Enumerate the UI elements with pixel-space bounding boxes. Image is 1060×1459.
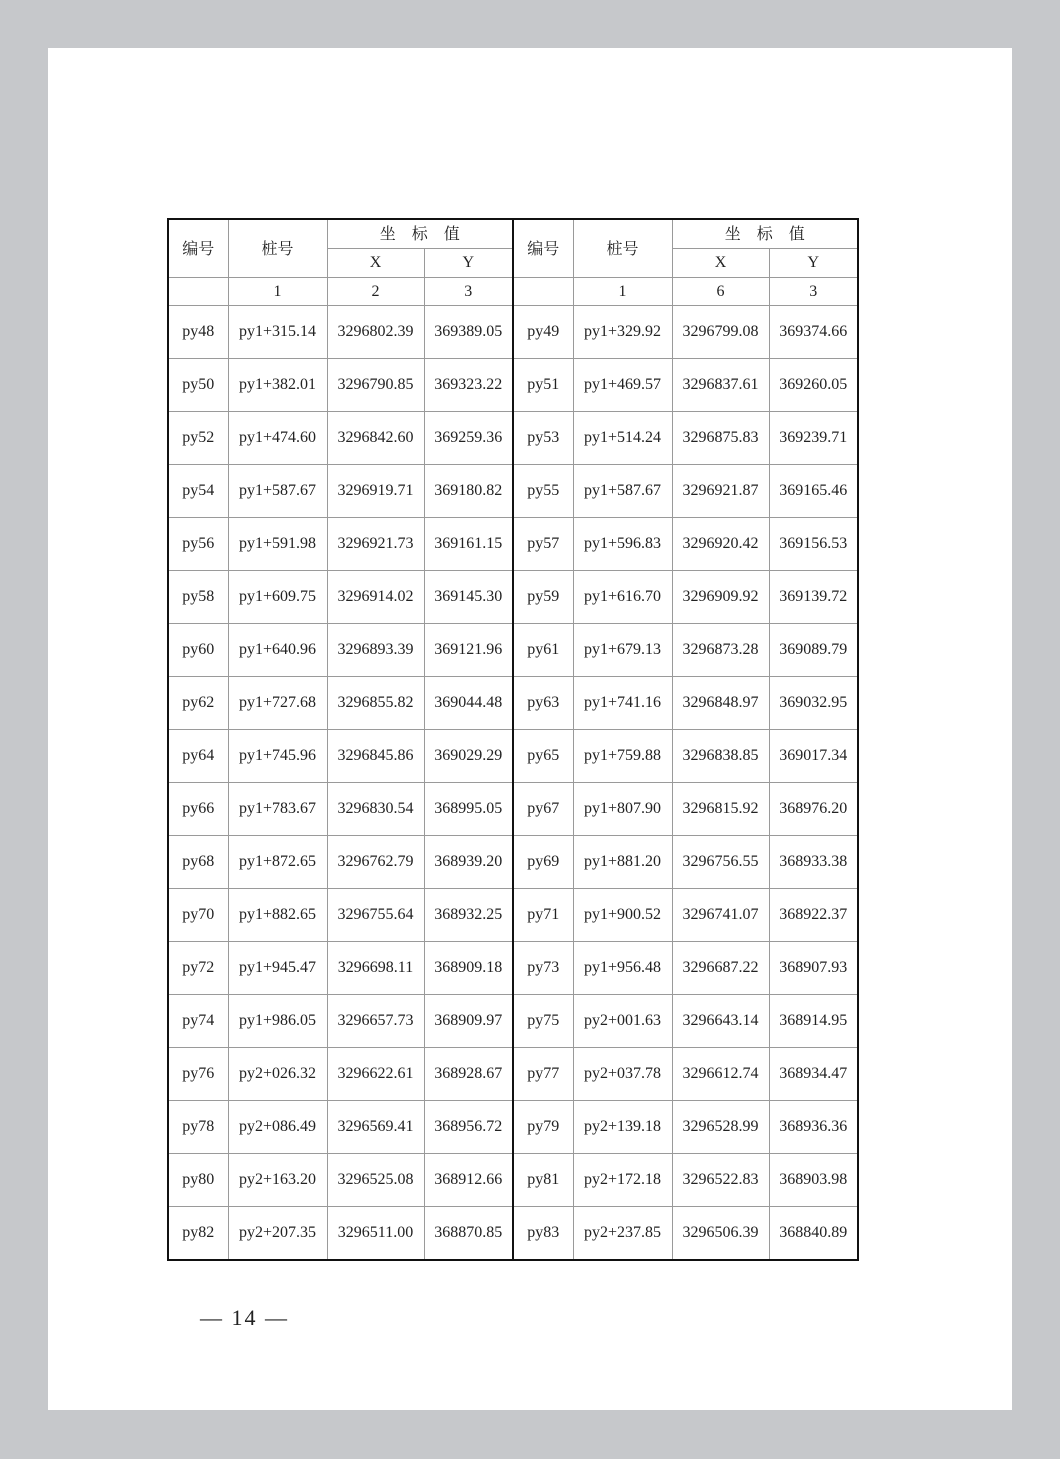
header-station-left: 桩号 [228, 219, 327, 278]
coord-x-right: 3296756.55 [672, 836, 769, 889]
coord-y-left: 368932.25 [424, 889, 513, 942]
coord-x-left: 3296569.41 [327, 1101, 424, 1154]
point-id-left: py48 [168, 306, 228, 359]
coord-x-left: 3296622.61 [327, 1048, 424, 1101]
index-y-left: 3 [424, 278, 513, 306]
point-id-left: py50 [168, 359, 228, 412]
coord-y-right: 369260.05 [769, 359, 858, 412]
header-y-left: Y [424, 249, 513, 278]
station-right: py1+881.20 [573, 836, 672, 889]
point-id-right: py69 [513, 836, 573, 889]
station-right: py1+807.90 [573, 783, 672, 836]
coord-y-right: 368903.98 [769, 1154, 858, 1207]
station-right: py2+037.78 [573, 1048, 672, 1101]
table-row [168, 889, 858, 942]
point-id-right: py73 [513, 942, 573, 995]
station-right: py1+956.48 [573, 942, 672, 995]
table-row [168, 836, 858, 889]
point-id-right: py67 [513, 783, 573, 836]
table-row [168, 465, 858, 518]
header-y-right: Y [769, 249, 858, 278]
table-row [168, 942, 858, 995]
table-row [168, 518, 858, 571]
coord-x-left: 3296842.60 [327, 412, 424, 465]
station-left: py1+591.98 [228, 518, 327, 571]
coord-y-right: 369239.71 [769, 412, 858, 465]
coord-y-left: 369044.48 [424, 677, 513, 730]
table-row [168, 1101, 858, 1154]
coord-y-left: 369259.36 [424, 412, 513, 465]
coord-y-left: 368909.97 [424, 995, 513, 1048]
coord-x-right: 3296612.74 [672, 1048, 769, 1101]
coord-x-right: 3296528.99 [672, 1101, 769, 1154]
station-right: py1+329.92 [573, 306, 672, 359]
index-x-left: 2 [327, 278, 424, 306]
table-row [168, 571, 858, 624]
coordinate-table [167, 218, 859, 1261]
coord-y-right: 369017.34 [769, 730, 858, 783]
station-right: py2+139.18 [573, 1101, 672, 1154]
point-id-left: py82 [168, 1207, 228, 1261]
point-id-left: py72 [168, 942, 228, 995]
table-row [168, 1207, 858, 1261]
point-id-right: py75 [513, 995, 573, 1048]
coord-x-left: 3296790.85 [327, 359, 424, 412]
station-right: py1+900.52 [573, 889, 672, 942]
station-left: py1+474.60 [228, 412, 327, 465]
coord-y-right: 368914.95 [769, 995, 858, 1048]
coord-x-left: 3296855.82 [327, 677, 424, 730]
point-id-left: py52 [168, 412, 228, 465]
header-id-left: 编号 [168, 219, 228, 278]
coord-y-left: 368956.72 [424, 1101, 513, 1154]
coord-y-right: 369156.53 [769, 518, 858, 571]
coord-x-left: 3296893.39 [327, 624, 424, 677]
point-id-right: py83 [513, 1207, 573, 1261]
point-id-left: py76 [168, 1048, 228, 1101]
table-row [168, 624, 858, 677]
station-right: py1+616.70 [573, 571, 672, 624]
coord-x-left: 3296762.79 [327, 836, 424, 889]
station-right: py1+741.16 [573, 677, 672, 730]
coord-y-left: 368995.05 [424, 783, 513, 836]
coord-y-left: 368939.20 [424, 836, 513, 889]
station-left: py1+882.65 [228, 889, 327, 942]
coord-x-right: 3296838.85 [672, 730, 769, 783]
point-id-right: py53 [513, 412, 573, 465]
coord-x-right: 3296920.42 [672, 518, 769, 571]
station-left: py1+783.67 [228, 783, 327, 836]
coord-x-right: 3296873.28 [672, 624, 769, 677]
coord-y-left: 369145.30 [424, 571, 513, 624]
point-id-right: py71 [513, 889, 573, 942]
coord-y-right: 369165.46 [769, 465, 858, 518]
coord-x-left: 3296914.02 [327, 571, 424, 624]
station-right: py2+001.63 [573, 995, 672, 1048]
point-id-right: py81 [513, 1154, 573, 1207]
coord-x-left: 3296657.73 [327, 995, 424, 1048]
coord-y-left: 369029.29 [424, 730, 513, 783]
station-left: py2+086.49 [228, 1101, 327, 1154]
coord-y-right: 368933.38 [769, 836, 858, 889]
point-id-left: py78 [168, 1101, 228, 1154]
station-right: py1+679.13 [573, 624, 672, 677]
point-id-left: py68 [168, 836, 228, 889]
point-id-left: py62 [168, 677, 228, 730]
point-id-right: py65 [513, 730, 573, 783]
station-right: py1+514.24 [573, 412, 672, 465]
point-id-left: py74 [168, 995, 228, 1048]
point-id-left: py60 [168, 624, 228, 677]
table-header-row [168, 219, 858, 249]
index-station-right: 1 [573, 278, 672, 306]
table-row [168, 359, 858, 412]
header-coord-right: 坐 标 值 [672, 219, 858, 249]
coord-x-left: 3296802.39 [327, 306, 424, 359]
point-id-right: py55 [513, 465, 573, 518]
table-row [168, 783, 858, 836]
station-left: py2+026.32 [228, 1048, 327, 1101]
point-id-left: py54 [168, 465, 228, 518]
coord-y-left: 368909.18 [424, 942, 513, 995]
page-number: — 14 — [200, 1305, 289, 1330]
coord-x-left: 3296921.73 [327, 518, 424, 571]
coord-y-right: 368840.89 [769, 1207, 858, 1261]
header-station-right: 桩号 [573, 219, 672, 278]
point-id-right: py57 [513, 518, 573, 571]
coord-y-right: 368922.37 [769, 889, 858, 942]
coord-x-left: 3296830.54 [327, 783, 424, 836]
point-id-right: py49 [513, 306, 573, 359]
station-left: py1+382.01 [228, 359, 327, 412]
station-left: py1+872.65 [228, 836, 327, 889]
table-row [168, 306, 858, 359]
index-x-right: 6 [672, 278, 769, 306]
station-right: py1+587.67 [573, 465, 672, 518]
point-id-right: py51 [513, 359, 573, 412]
coord-y-right: 369139.72 [769, 571, 858, 624]
point-id-right: py63 [513, 677, 573, 730]
coord-y-right: 369032.95 [769, 677, 858, 730]
coord-y-left: 369121.96 [424, 624, 513, 677]
coord-y-right: 369374.66 [769, 306, 858, 359]
coord-x-right: 3296909.92 [672, 571, 769, 624]
point-id-right: py77 [513, 1048, 573, 1101]
table-row [168, 677, 858, 730]
coord-y-left: 368912.66 [424, 1154, 513, 1207]
point-id-left: py80 [168, 1154, 228, 1207]
point-id-left: py70 [168, 889, 228, 942]
station-left: py1+315.14 [228, 306, 327, 359]
coord-x-right: 3296921.87 [672, 465, 769, 518]
station-right: py2+237.85 [573, 1207, 672, 1261]
coord-x-right: 3296815.92 [672, 783, 769, 836]
coord-y-left: 368870.85 [424, 1207, 513, 1261]
coord-x-left: 3296919.71 [327, 465, 424, 518]
station-left: py1+587.67 [228, 465, 327, 518]
station-right: py1+596.83 [573, 518, 672, 571]
coord-y-right: 368936.36 [769, 1101, 858, 1154]
coord-y-right: 368934.47 [769, 1048, 858, 1101]
coord-x-right: 3296875.83 [672, 412, 769, 465]
point-id-left: py56 [168, 518, 228, 571]
station-right: py1+469.57 [573, 359, 672, 412]
point-id-left: py66 [168, 783, 228, 836]
table-row [168, 1154, 858, 1207]
coord-x-left: 3296525.08 [327, 1154, 424, 1207]
station-left: py1+609.75 [228, 571, 327, 624]
coord-x-right: 3296741.07 [672, 889, 769, 942]
coord-y-left: 369323.22 [424, 359, 513, 412]
coord-x-left: 3296845.86 [327, 730, 424, 783]
coord-y-left: 369180.82 [424, 465, 513, 518]
header-id-right: 编号 [513, 219, 573, 278]
coord-x-right: 3296837.61 [672, 359, 769, 412]
coord-y-right: 369089.79 [769, 624, 858, 677]
coord-y-right: 368907.93 [769, 942, 858, 995]
table-row [168, 995, 858, 1048]
station-left: py1+945.47 [228, 942, 327, 995]
index-y-right: 3 [769, 278, 858, 306]
coord-x-right: 3296522.83 [672, 1154, 769, 1207]
station-right: py1+759.88 [573, 730, 672, 783]
coord-x-right: 3296848.97 [672, 677, 769, 730]
table-index-row [168, 278, 858, 306]
coord-y-left: 369161.15 [424, 518, 513, 571]
station-left: py1+640.96 [228, 624, 327, 677]
coord-x-left: 3296698.11 [327, 942, 424, 995]
index-id-left [168, 278, 228, 306]
coord-y-right: 368976.20 [769, 783, 858, 836]
station-right: py2+172.18 [573, 1154, 672, 1207]
station-left: py1+986.05 [228, 995, 327, 1048]
coord-y-left: 369389.05 [424, 306, 513, 359]
station-left: py2+207.35 [228, 1207, 327, 1261]
station-left: py2+163.20 [228, 1154, 327, 1207]
coord-x-right: 3296506.39 [672, 1207, 769, 1261]
coord-x-left: 3296755.64 [327, 889, 424, 942]
coord-x-right: 3296687.22 [672, 942, 769, 995]
point-id-right: py59 [513, 571, 573, 624]
index-id-right [513, 278, 573, 306]
coord-x-right: 3296799.08 [672, 306, 769, 359]
table-row [168, 412, 858, 465]
header-coord-left: 坐 标 值 [327, 219, 513, 249]
header-x-left: X [327, 249, 424, 278]
station-left: py1+745.96 [228, 730, 327, 783]
station-left: py1+727.68 [228, 677, 327, 730]
point-id-left: py64 [168, 730, 228, 783]
point-id-left: py58 [168, 571, 228, 624]
table-row [168, 730, 858, 783]
index-station-left: 1 [228, 278, 327, 306]
point-id-right: py61 [513, 624, 573, 677]
table-row [168, 1048, 858, 1101]
coord-y-left: 368928.67 [424, 1048, 513, 1101]
header-x-right: X [672, 249, 769, 278]
coord-x-right: 3296643.14 [672, 995, 769, 1048]
point-id-right: py79 [513, 1101, 573, 1154]
coord-x-left: 3296511.00 [327, 1207, 424, 1261]
